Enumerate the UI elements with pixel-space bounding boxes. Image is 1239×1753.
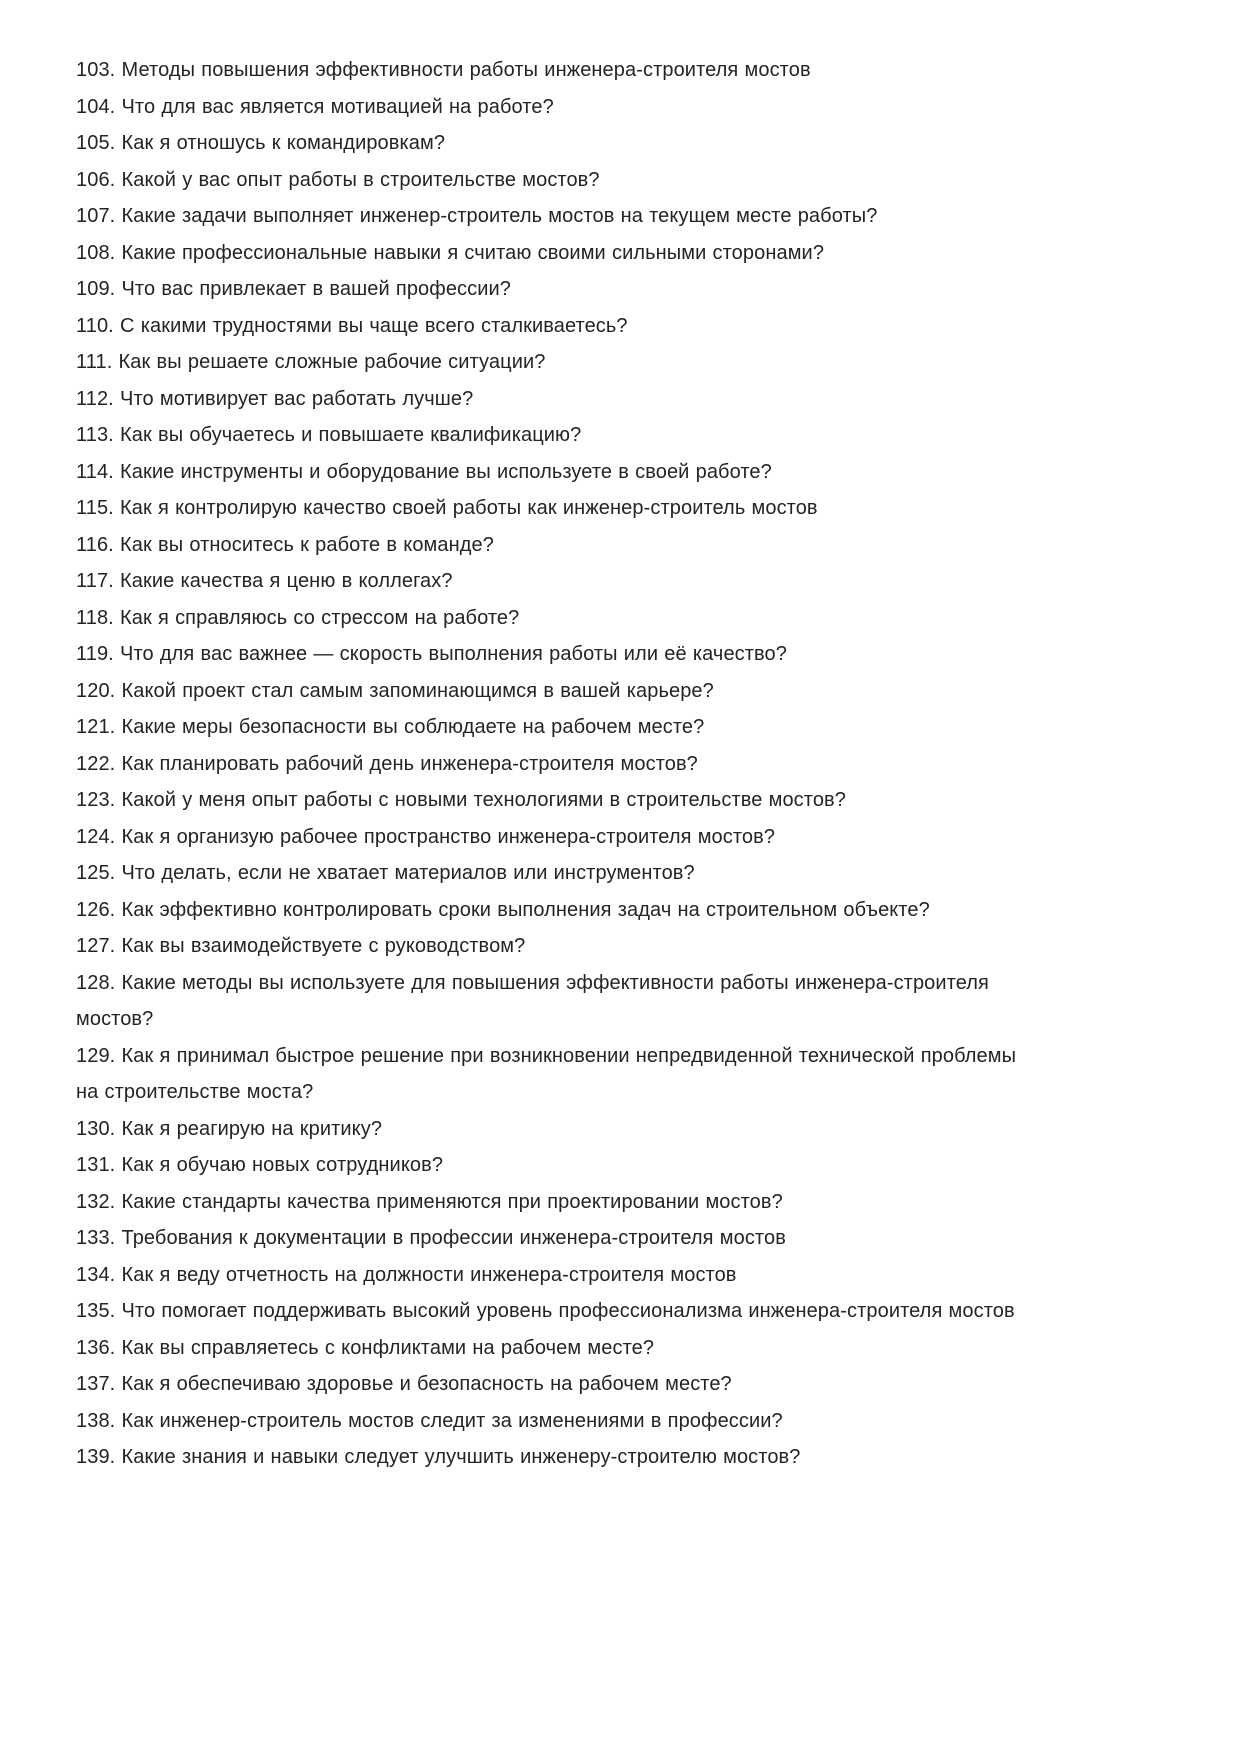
list-item — [76, 600, 1036, 637]
item-number: 119. — [76, 643, 114, 665]
list-item — [76, 709, 1036, 746]
list-item — [76, 381, 1036, 418]
item-text: Как я организую рабочее пространство инженера-строителя мостов? — [121, 825, 776, 848]
item-number: 128. — [76, 971, 116, 994]
item-number: 116. — [76, 533, 114, 556]
list-item — [76, 1403, 1036, 1440]
item-text: Какие стандарты качества применяются при проектировании мостов? — [121, 1190, 783, 1213]
item-number: 113. — [76, 424, 114, 446]
item-number: 111. — [76, 351, 113, 373]
item-text: Какие знания и навыки следует улучшить инженеру-строителю мостов? — [121, 1446, 801, 1468]
list-item — [76, 89, 1036, 126]
item-text: Что вас привлекает в вашей профессии? — [121, 278, 512, 300]
item-number: 127. — [76, 935, 116, 957]
item-text: Как я веду отчетность на должности инженера-строителя мостов — [121, 1263, 737, 1286]
item-text: Как я принимал быстрое решение при возникновении непредвиденной технической проблемы на строительстве моста? — [76, 1044, 1017, 1103]
list-item — [76, 162, 1036, 199]
item-text: Что помогает поддерживать высокий уровень профессионализма инженера-строителя мостов — [121, 1300, 1015, 1322]
list-item — [76, 746, 1036, 783]
item-number: 138. — [76, 1409, 116, 1432]
item-number: 139. — [76, 1446, 116, 1468]
list-item — [76, 819, 1036, 856]
item-number: 109. — [76, 278, 116, 300]
item-text: Как вы решаете сложные рабочие ситуации? — [118, 351, 546, 373]
list-item — [76, 855, 1036, 892]
item-text: Как я отношусь к командировкам? — [121, 132, 446, 154]
list-item — [76, 271, 1036, 308]
item-number: 137. — [76, 1373, 116, 1395]
list-item — [76, 490, 1036, 527]
item-number: 126. — [76, 898, 116, 921]
item-text: Как вы взаимодействуете с руководством? — [121, 935, 526, 957]
list-item — [76, 563, 1036, 600]
item-number: 123. — [76, 789, 116, 811]
item-number: 134. — [76, 1263, 116, 1286]
item-text: Какие задачи выполняет инженер-строитель мостов на текущем месте работы? — [121, 205, 878, 227]
list-item — [76, 52, 1036, 89]
item-number: 115. — [76, 497, 114, 519]
item-text: Как вы относитесь к работе в команде? — [120, 533, 494, 556]
item-text: Какой проект стал самым запоминающимся в вашей карьере? — [121, 679, 714, 702]
list-item — [76, 782, 1036, 819]
item-text: Методы повышения эффективности работы инженера-строителя мостов — [121, 59, 811, 81]
item-number: 103. — [76, 59, 116, 81]
list-item — [76, 1330, 1036, 1367]
item-number: 105. — [76, 132, 116, 154]
item-text: Какие инструменты и оборудование вы используете в своей работе? — [120, 460, 772, 483]
item-number: 108. — [76, 241, 116, 264]
item-number: 114. — [76, 460, 114, 483]
item-text: Что мотивирует вас работать лучше? — [120, 387, 474, 410]
item-text: Что для вас важнее — скорость выполнения работы или её качество? — [120, 643, 787, 665]
list-item — [76, 1111, 1036, 1148]
item-text: Как вы обучаетесь и повышаете квалификацию? — [120, 424, 582, 446]
item-number: 129. — [76, 1044, 116, 1067]
list-item — [76, 1220, 1036, 1257]
item-number: 112. — [76, 387, 114, 410]
item-number: 118. — [76, 606, 114, 629]
item-number: 136. — [76, 1336, 116, 1359]
item-number: 131. — [76, 1154, 116, 1176]
item-number: 107. — [76, 205, 116, 227]
list-item — [76, 1257, 1036, 1294]
item-number: 110. — [76, 314, 114, 337]
list-item — [76, 527, 1036, 564]
item-text: Какие меры безопасности вы соблюдаете на рабочем месте? — [121, 716, 705, 738]
item-text: Требования к документации в профессии инженера-строителя мостов — [121, 1227, 786, 1249]
list-item — [76, 454, 1036, 491]
item-text: Какой у меня опыт работы с новыми технологиями в строительстве мостов? — [121, 789, 846, 811]
item-text: Что для вас является мотивацией на работе? — [121, 95, 554, 118]
item-text: Какие профессиональные навыки я считаю своими сильными сторонами? — [121, 241, 825, 264]
item-text: Как я реагирую на критику? — [121, 1117, 383, 1140]
item-text: Какие методы вы используете для повышения эффективности работы инженера-строителя мостов? — [76, 971, 989, 1030]
list-item — [76, 1147, 1036, 1184]
item-text: С какими трудностями вы чаще всего сталкиваетесь? — [120, 314, 628, 337]
item-text: Как я обеспечиваю здоровье и безопасность на рабочем месте? — [121, 1373, 732, 1395]
list-item — [76, 235, 1036, 272]
item-number: 121. — [76, 716, 116, 738]
item-number: 117. — [76, 570, 114, 592]
list-item — [76, 1184, 1036, 1221]
item-text: Как я обучаю новых сотрудников? — [121, 1154, 444, 1176]
list-item — [76, 892, 1036, 929]
item-text: Как инженер-строитель мостов следит за изменениями в профессии? — [121, 1409, 783, 1432]
list-item — [76, 417, 1036, 454]
item-text: Какой у вас опыт работы в строительстве мостов? — [121, 168, 600, 191]
item-number: 133. — [76, 1227, 116, 1249]
item-number: 130. — [76, 1117, 116, 1140]
question-list — [76, 52, 1036, 1476]
item-number: 125. — [76, 862, 116, 884]
list-item — [76, 1038, 1036, 1111]
list-item — [76, 1293, 1036, 1330]
list-item — [76, 198, 1036, 235]
list-item — [76, 673, 1036, 710]
list-item — [76, 125, 1036, 162]
item-text: Что делать, если не хватает материалов или инструментов? — [121, 862, 695, 884]
item-number: 120. — [76, 679, 116, 702]
list-item — [76, 965, 1036, 1038]
list-item — [76, 308, 1036, 345]
item-number: 122. — [76, 752, 116, 775]
list-item — [76, 344, 1036, 381]
item-number: 104. — [76, 95, 116, 118]
item-text: Как я контролирую качество своей работы как инженер-строитель мостов — [120, 497, 818, 519]
list-item — [76, 1439, 1036, 1476]
item-text: Как эффективно контролировать сроки выполнения задач на строительном объекте? — [121, 898, 930, 921]
item-number: 135. — [76, 1300, 116, 1322]
item-text: Как я справляюсь со стрессом на работе? — [120, 606, 520, 629]
item-text: Как планировать рабочий день инженера-строителя мостов? — [121, 752, 698, 775]
item-number: 124. — [76, 825, 116, 848]
item-number: 132. — [76, 1190, 116, 1213]
item-number: 106. — [76, 168, 116, 191]
item-text: Какие качества я ценю в коллегах? — [120, 570, 453, 592]
list-item — [76, 1366, 1036, 1403]
list-item — [76, 636, 1036, 673]
item-text: Как вы справляетесь с конфликтами на рабочем месте? — [121, 1336, 655, 1359]
list-item — [76, 928, 1036, 965]
